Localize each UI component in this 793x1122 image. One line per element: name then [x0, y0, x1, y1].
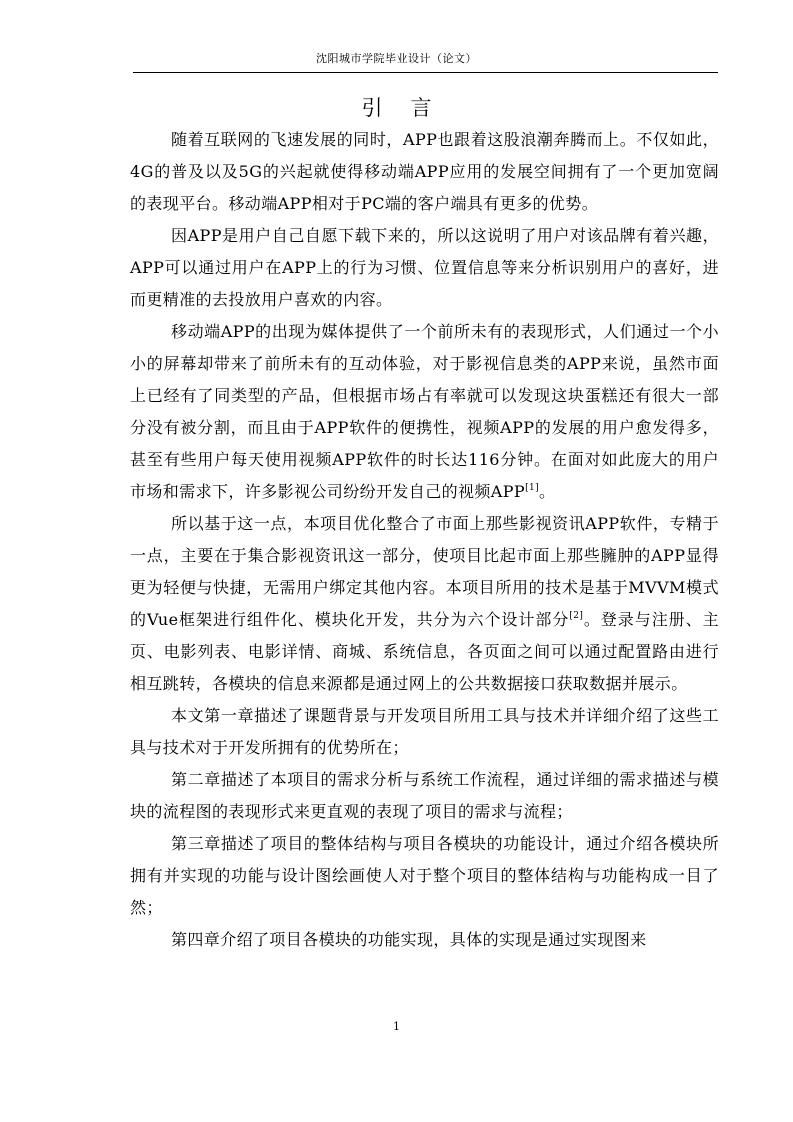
body-text [130, 124, 719, 956]
paragraph [130, 924, 719, 956]
paragraph-text: 第三章描述了项目的整体结构与项目各模块的功能设计，通过介绍各模块所拥有并实现的功能与设计图绘画使人对于整个项目的整体结构与功能构成一目了然； [130, 834, 719, 917]
paragraph [130, 508, 719, 700]
paragraph [130, 124, 719, 220]
paragraph [130, 764, 719, 828]
paragraph [130, 828, 719, 924]
paragraph-text: 因APP是用户自己自愿下载下来的，所以这说明了用户对该品牌有着兴趣，APP可以通过用户在APP上的行为习惯、位置信息等来分析识别用户的喜好，进而更精准的去投放用户喜欢的内容。 [130, 226, 719, 309]
paragraph [130, 700, 719, 764]
citation-ref: [2] [569, 611, 584, 621]
paragraph-text: 本文第一章描述了课题背景与开发项目所用工具与技术并详细介绍了这些工具与技术对于开发所拥有的优势所在； [130, 706, 719, 757]
paragraph-text: 所以基于这一点，本项目优化整合了市面上那些影视资讯APP软件，专精于一点，主要在于集合影视资讯这一部分，使项目比起市面上那些臃肿的APP显得更为轻便与快捷，无需用户绑定其他内容。本项目所用的技术是基于MVVM模式的Vue框架进行组件化、模块化开发，共分为六个设计部分 [130, 514, 719, 629]
page-header: 沈阳城市学院毕业设计（论文） [316, 52, 477, 65]
paragraph-text: 随着互联网的飞速发展的同时，APP也跟着这股浪潮奔腾而上。不仅如此，4G的普及以及5G的兴起就使得移动端APP应用的发展空间拥有了一个更加宽阔的表现平台。移动端APP相对于PC端的客户端具有更多的优势。 [130, 130, 719, 213]
paragraph-text: 移动端APP的出现为媒体提供了一个前所未有的表现形式，人们通过一个小小的屏幕却带来了前所未有的互动体验，对于影视信息类的APP来说，虽然市面上已经有了同类型的产品，但根据市场占有率就可以发现这块蛋糕还有很大一部分没有被分割，而且由于APP软件的便携性，视频APP的发展的用户愈发得多，甚至有些用户每天使用视频APP软件的时长达116分钟。在面对如此庞大的用户市场和需求下，许多影视公司纷纷开发自己的视频APP [130, 322, 719, 501]
paragraph-text-tail: 。登录与注册、主页、电影列表、电影详情、商城、系统信息，各页面之间可以通过配置路由进行相互跳转，各模块的信息来源都是通过网上的公共数据接口获取数据并展示。 [130, 610, 720, 693]
paragraph-text: 第四章介绍了项目各模块的功能实现，具体的实现是通过实现图来 [171, 930, 647, 949]
header-divider [133, 72, 718, 73]
section-title: 引言 [361, 96, 460, 120]
paragraph [130, 220, 719, 316]
paragraph-text: 第二章描述了本项目的需求分析与系统工作流程，通过详细的需求描述与模块的流程图的表现形式来更直观的表现了项目的需求与流程； [130, 770, 719, 821]
paragraph-text-tail: 。 [539, 482, 556, 501]
paragraph [130, 316, 719, 508]
page-number: 1 [393, 1020, 400, 1033]
citation-ref: [1] [525, 483, 540, 493]
